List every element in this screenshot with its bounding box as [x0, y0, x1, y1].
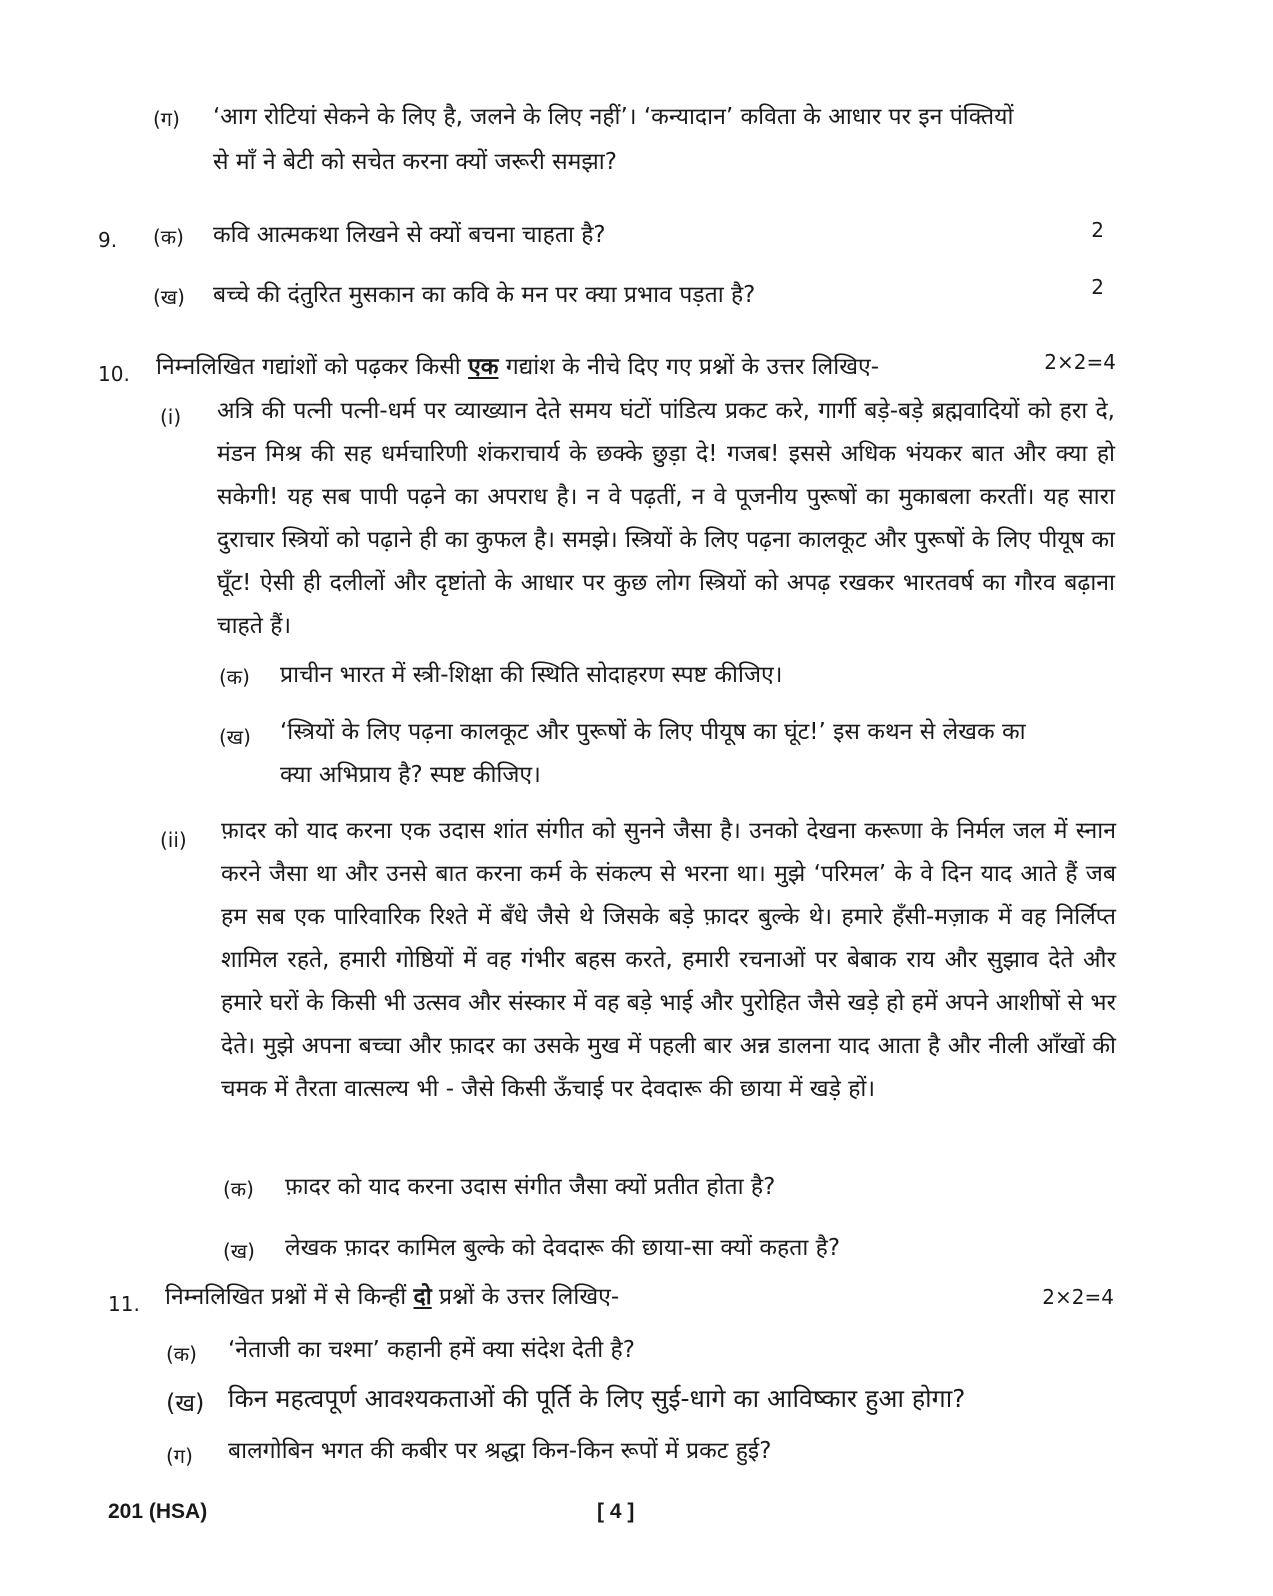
q10-p2-k-label: (क) [223, 1177, 254, 1201]
q10-p1-kh-line2: क्या अभिप्राय है? स्पष्ट कीजिए। [280, 762, 541, 788]
q9-kh-text: बच्चे की दंतुरित मुसकान का कवि के मन पर क्या प्रभाव पड़ता है? [213, 282, 756, 308]
q11-kh-text: किन महत्वपूर्ण आवश्यकताओं की पूर्ति के लिए सुई-धागे का आविष्कार हुआ होगा? [228, 1384, 966, 1413]
q9-k-marks: 2 [1091, 218, 1104, 242]
paper-code: 201 (HSA) [108, 1500, 208, 1523]
q10-p1-k-label: (क) [219, 665, 250, 689]
q9-kh-marks: 2 [1091, 275, 1104, 299]
q10-passage2-label: (ii) [160, 828, 187, 852]
q10-marks: 2×2=4 [1044, 350, 1116, 374]
q11-g-text: बालगोबिन भगत की कबीर पर श्रद्धा किन-किन रूपों में प्रकट हुई? [228, 1438, 772, 1464]
page-number: [ 4 ] [597, 1500, 635, 1523]
q8-g-label: (ग) [153, 107, 180, 131]
q10-intro: निम्नलिखित गद्यांशों को पढ़कर किसी एक गद्यांश के नीचे दिए गए प्रश्नों के उत्तर लिखिए- [156, 354, 880, 380]
q11-kh-label: (ख) [166, 1389, 205, 1417]
q9-k-text: कवि आत्मकथा लिखने से क्यों बचना चाहता है? [213, 222, 606, 248]
q11-marks: 2×2=4 [1042, 1285, 1114, 1309]
q10-p2-kh-label: (ख) [223, 1239, 255, 1263]
q10-p1-kh-line1: ‘स्त्रियों के लिए पढ़ना कालकूट और पुरूषों के लिए पीयूष का घूंट!’ इस कथन से लेखक का [280, 719, 1026, 745]
q11-k-label: (क) [166, 1342, 197, 1366]
q10-p1-kh-label: (ख) [219, 725, 251, 749]
q9-k-label: (क) [153, 225, 184, 249]
q10-number: 10. [98, 362, 130, 386]
q11-k-text: ‘नेताजी का चश्मा’ कहानी हमें क्या संदेश देती है? [228, 1337, 635, 1363]
q8-g-line2: से माँ ने बेटी को सचेत करना क्यों जरूरी समझा? [213, 149, 617, 175]
q11-g-label: (ग) [166, 1444, 193, 1468]
q10-passage2: फ़ादर को याद करना एक उदास शांत संगीत को सुनने जैसा है। उनको देखना करूणा के निर्मल जल में स्नान करने जैसा था और उनसे बात करना कर्म के संकल्प से भरना था। मुझे ‘परिमल’ के वे दिन याद आते हैं जब हम सब एक पारिवारिक रिश्ते में बँधे जैसे थे जिसके बड़े फ़ादर बुल्के थे। हमारे हँसी-मज़ाक में वह निर्लिप्त शामिल रहते, हमारी गोष्ठियों में वह गंभीर बहस करते, हमारी रचनाओं पर बेबाक राय और सुझाव देते और हमारे घरों के किसी भी उत्सव और संस्कार में वह बड़े भाई और पुरोहित जैसे खड़े हो हमें अपने आशीषों से भर देते। मुझे अपना बच्चा और फ़ादर का उसके मुख में पहली बार अन्न डालना याद आता है और नीली आँखों की चमक में तैरता वात्सल्य भी - जैसे किसी ऊँचाई पर देवदारू की छाया में खड़े हों। [221, 818, 1116, 1102]
q10-p1-k-text: प्राचीन भारत में स्त्री-शिक्षा की स्थिति सोदाहरण स्पष्ट कीजिए। [280, 662, 783, 688]
q10-p2-kh-text: लेखक फ़ादर कामिल बुल्के को देवदारू की छाया-सा क्यों कहता है? [285, 1235, 841, 1261]
q11-intro: निम्नलिखित प्रश्नों में से किन्हीं दो प्रश्नों के उत्तर लिखिए- [165, 1284, 620, 1310]
q10-passage1: अत्रि की पत्नी पत्नी-धर्म पर व्याख्यान देते समय घंटों पांडित्य प्रकट करे, गार्गी बड़े-बड़े ब्रह्मवादियों को हरा दे, मंडन मिश्र की सह धर्मचारिणी शंकराचार्य के छक्के छुड़ा दे! गजब! इससे अधिक भंयकर बात और क्या हो सकेगी! यह सब पापी पढ़ने का अपराध है। न वे पढ़तीं, न वे पूजनीय पुरूषों का मुकाबला करतीं। यह सारा दुराचार स्त्रियों को पढ़ाने ही का कुफल है। समझे। स्त्रियों के लिए पढ़ना कालकूट और पुरूषों के लिए पीयूष का घूँट! ऐसी ही दलीलों और दृष्टांतो के आधार पर कुछ लोग स्त्रियों को अपढ़ रखकर भारतवर्ष का गौरव बढ़ाना चाहते हैं। [217, 398, 1115, 639]
q11-number: 11. [108, 1292, 140, 1316]
q10-p2-k-text: फ़ादर को याद करना उदास संगीत जैसा क्यों प्रतीत होता है? [285, 1174, 776, 1200]
q8-g-line1: ‘आग रोटियां सेकने के लिए है, जलने के लिए नहीं’। ‘कन्यादान’ कविता के आधार पर इन पंक्तियों [213, 104, 1014, 130]
q10-passage1-label: (i) [160, 405, 182, 429]
q9-kh-label: (ख) [153, 285, 185, 309]
q9-number: 9. [98, 228, 118, 252]
